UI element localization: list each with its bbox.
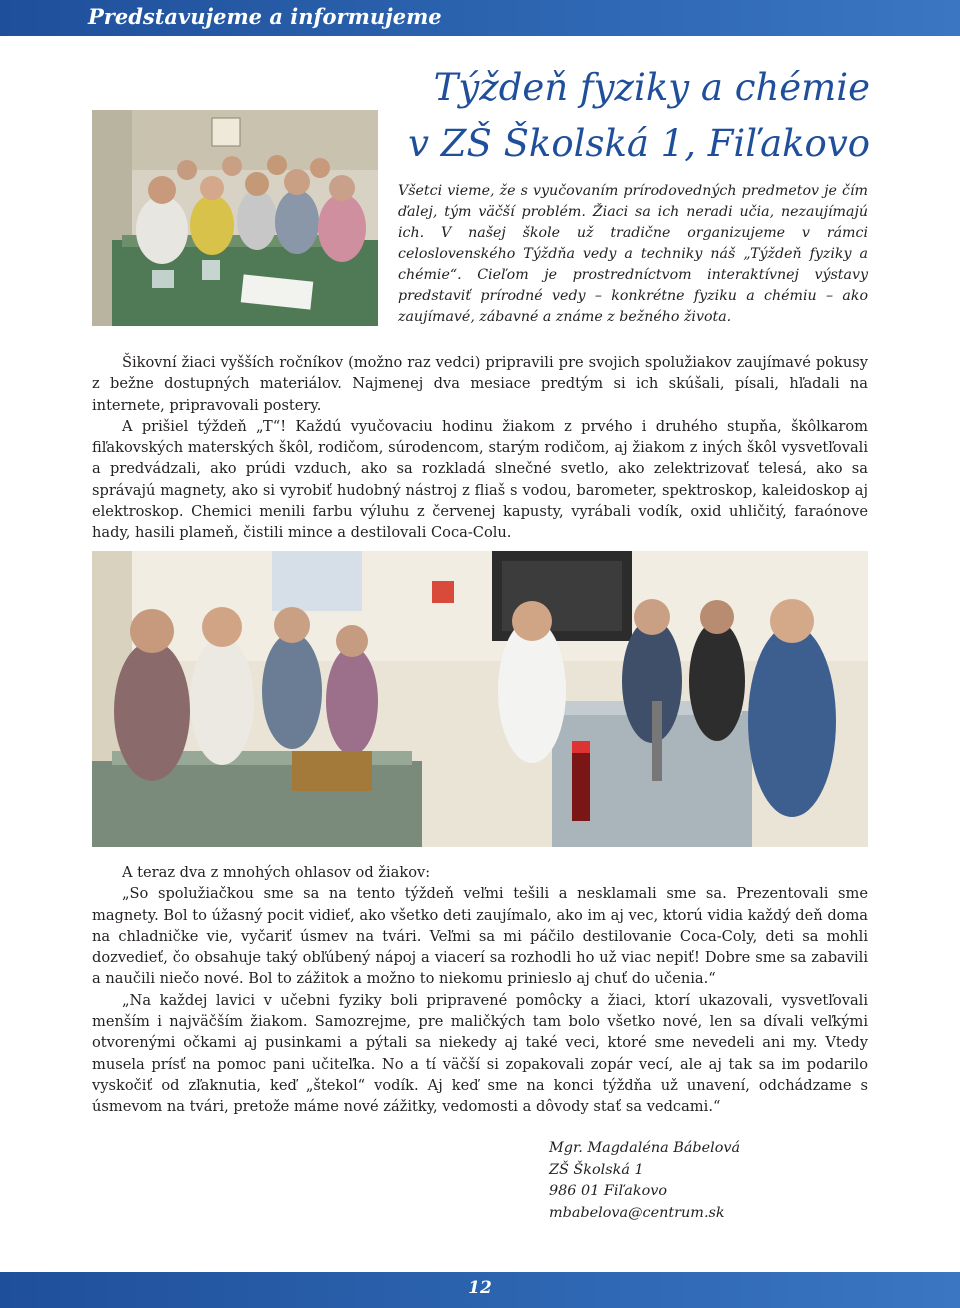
article-title-line-1: Týždeň fyziky a chémie bbox=[433, 66, 870, 109]
section-title: Predstavujeme a informujeme bbox=[88, 4, 442, 29]
footer-bar bbox=[0, 1272, 960, 1308]
author-name: Mgr. Magdaléna Bábelová bbox=[549, 1140, 741, 1156]
classroom-photo-students-at-table bbox=[92, 110, 378, 326]
article-body-part-1 bbox=[92, 352, 868, 544]
article-title-line-2: v ZŠ Školská 1, Fiľakovo bbox=[408, 122, 870, 165]
paragraph-quote-1: „So spolužiačkou sme sa na tento týždeň veľmi tešili a nesklamali sme sa. Prezentovali sme magnety. Bol to úžasný pocit vidieť, ako všetko deti zaujímalo, ako im aj vec, ktorú vidia každý deň doma na chladničke vie, vyčariť úsmev na tvári. Veľmi sa mi páčilo destilovanie Coca-Coly, deti sa mohli dozvedieť, čo obsahuje taký obľúbený nápoj a viacerí sa rozhodli ho už viac nepiť! Dobre sme sa zabavili a naučili niečo nové. Bol to zážitok a možno to niekomu prinieslo aj chuť do učenia.“ bbox=[92, 885, 868, 988]
article-title bbox=[408, 60, 870, 172]
page-number: 12 bbox=[468, 1278, 492, 1298]
article-body-part-2 bbox=[92, 862, 868, 1118]
paragraph-week-t: A prišiel týždeň „T“! Každú vyučovaciu hodinu žiakom z prvého i druhého stupňa, škôlkarom fiľakovských materských škôl, rodičom, súrodencom, starým rodičom, aj žiakom z iných škôl vysvetľovali a predvádzali, ako prúdi vzduch, ako sa rozkladá slnečné svetlo, ako zelektrizovať telesá, ako sa správajú magnety, ako si vyrobiť hudobný nástroj z fliaš s vodou, barometer, spektroskop, kaleidoskop aj elektroskop. Chemici menili farbu výluhu z červenej kapusty, vyrábali vodík, oxid uhličitý, faraónove hady, hasili plameň, čistili mince a destilovali Coca-Colu. bbox=[92, 417, 868, 542]
paragraph-reactions-intro: A teraz dva z mnohých ohlasov od žiakov: bbox=[122, 864, 431, 881]
article-intro: Všetci vieme, že s vyučovaním prírodovedných predmetov je čím ďalej, tým väčší problém. Žiaci sa ich neradi učia, nezaujímajú ich. V našej škole už tradične organizujeme v rámci celoslovenského Týždňa vedy a techniky náš „Týždeň fyziky a chémie“. Cieľom je prostredníctvom interaktívnej výstavy predstaviť prírodné vedy – konkrétne fyziku a chémiu – ako zaujímavé, zábavné a známe z bežného života. bbox=[398, 183, 868, 325]
author-signature bbox=[549, 1138, 740, 1224]
author-school: ZŠ Školská 1 bbox=[549, 1161, 644, 1178]
author-city: 986 01 Fiľakovo bbox=[549, 1183, 668, 1199]
paragraph-quote-2: „Na každej lavici v učebni fyziky boli pripravené pomôcky a žiaci, ktorí ukazovali, vysvetľovali menším i najväčším žiakom. Samozrejme, pre maličkých tam bolo všetko nové, len sa dívali veľkými otvorenými očkami aj pusinkami a pýtali sa niekedy aj také veci, ktoré sme nevedeli ani my. Vtedy musela prísť na pomoc pani učiteľka. No a tí väčší si zopakovali zopár vecí, ale aj tak sa im podarilo vyskočiť od zľaknutia, keď „štekol“ vodík. Aj keď sme na konci týždňa už unavení, odchádzame s úsmevom na tvári, pretože máme nové zážitky, vedomosti a dôvody stať sa vedcami.“ bbox=[92, 991, 868, 1116]
section-header-bar bbox=[0, 0, 960, 36]
author-email: mbabelova@centrum.sk bbox=[549, 1204, 725, 1221]
paragraph-experiments: Šikovní žiaci vyšších ročníkov (možno raz vedci) pripravili pre svojich spolužiakov zaujímavé pokusy z bežne dostupných materiálov. Najmenej dva mesiace predtým si ich skúšali, písali, hľadali na internete, pripravovali postery. bbox=[92, 354, 868, 414]
classroom-photo-experiments bbox=[92, 551, 868, 847]
